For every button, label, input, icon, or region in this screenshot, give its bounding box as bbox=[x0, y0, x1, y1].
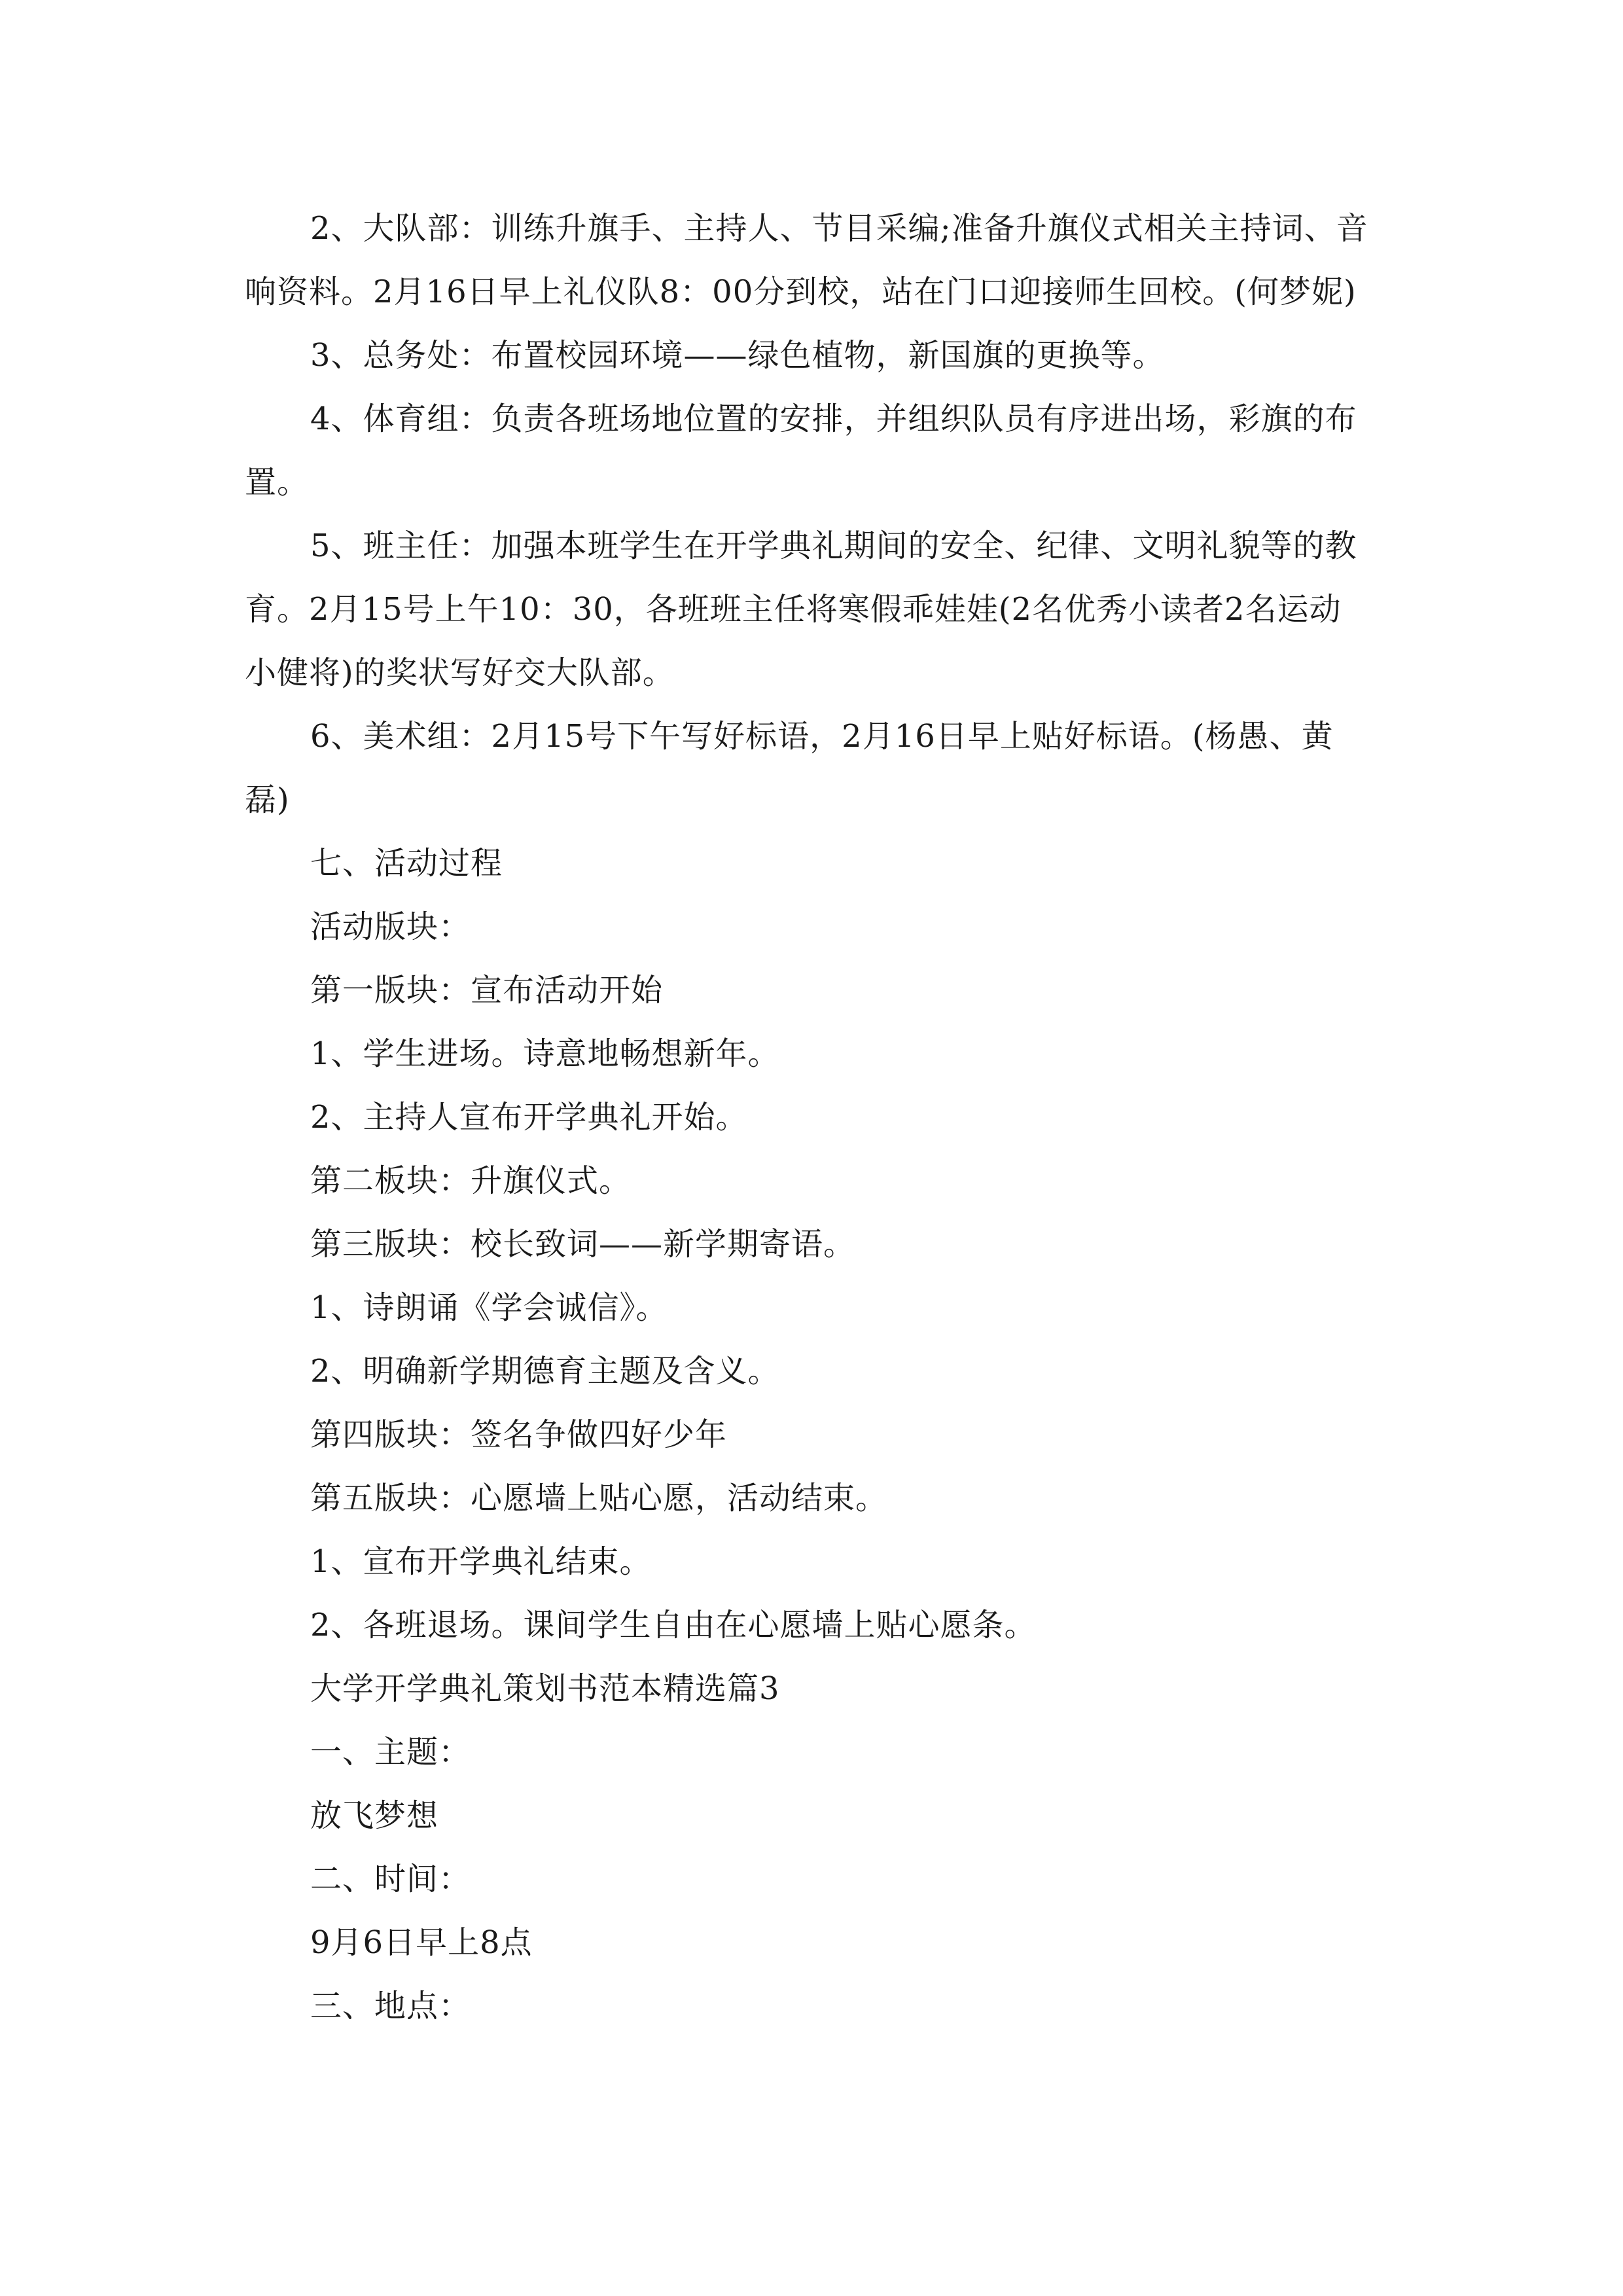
text-line-13: 第一版块：宣布活动开始 bbox=[310, 972, 664, 1009]
text-line-7: 育。2月15号上午10：30，各班班主任将寒假乖娃娃(2名优秀小读者2名运动 bbox=[245, 591, 1342, 628]
section-heading-activity-process: 七、活动过程 bbox=[310, 845, 503, 882]
text-line-26: 放飞梦想 bbox=[310, 1797, 439, 1834]
text-line-6: 5、班主任：加强本班学生在开学典礼期间的安全、纪律、文明礼貌等的教 bbox=[310, 528, 1357, 564]
text-line-15: 2、主持人宣布开学典礼开始。 bbox=[310, 1099, 748, 1136]
article-title-part-3: 大学开学典礼策划书范本精选篇3 bbox=[310, 1670, 780, 1707]
text-line-12: 活动版块： bbox=[310, 908, 471, 945]
section-heading-time: 二、时间： bbox=[310, 1861, 471, 1897]
text-line-22: 1、宣布开学典礼结束。 bbox=[310, 1543, 652, 1580]
text-line-20: 第四版块：签名争做四好少年 bbox=[310, 1416, 728, 1453]
text-line-2: 响资料。2月16日早上礼仪队8：00分到校，站在门口迎接师生回校。(何梦妮) bbox=[245, 274, 1357, 310]
text-line-18: 1、诗朗诵《学会诚信》。 bbox=[310, 1289, 668, 1326]
text-line-4: 4、体育组：负责各班场地位置的安排，并组织队员有序进出场，彩旗的布 bbox=[310, 401, 1357, 437]
text-line-19: 2、明确新学期德育主题及含义。 bbox=[310, 1353, 780, 1390]
text-line-3: 3、总务处：布置校园环境——绿色植物，新国旗的更换等。 bbox=[310, 337, 1165, 374]
text-line-23: 2、各班退场。课间学生自由在心愿墙上贴心愿条。 bbox=[310, 1607, 1037, 1643]
text-line-21: 第五版块：心愿墙上贴心愿，活动结束。 bbox=[310, 1480, 888, 1516]
text-line-1: 2、大队部：训练升旗手、主持人、节目采编;准备升旗仪式相关主持词、音 bbox=[310, 210, 1368, 247]
section-heading-location: 三、地点： bbox=[310, 1988, 471, 2024]
text-line-16: 第二板块：升旗仪式。 bbox=[310, 1162, 632, 1199]
text-line-17: 第三版块：校长致词——新学期寄语。 bbox=[310, 1226, 856, 1263]
section-heading-theme: 一、主题： bbox=[310, 1734, 471, 1770]
text-line-10: 磊) bbox=[245, 781, 290, 818]
text-line-5: 置。 bbox=[245, 464, 310, 501]
text-line-14: 1、学生进场。诗意地畅想新年。 bbox=[310, 1035, 780, 1072]
text-line-9: 6、美术组：2月15号下午写好标语，2月16日早上贴好标语。(杨愚、黄 bbox=[310, 718, 1334, 755]
text-line-8: 小健将)的奖状写好交大队部。 bbox=[245, 655, 675, 691]
text-line-28: 9月6日早上8点 bbox=[310, 1924, 533, 1961]
